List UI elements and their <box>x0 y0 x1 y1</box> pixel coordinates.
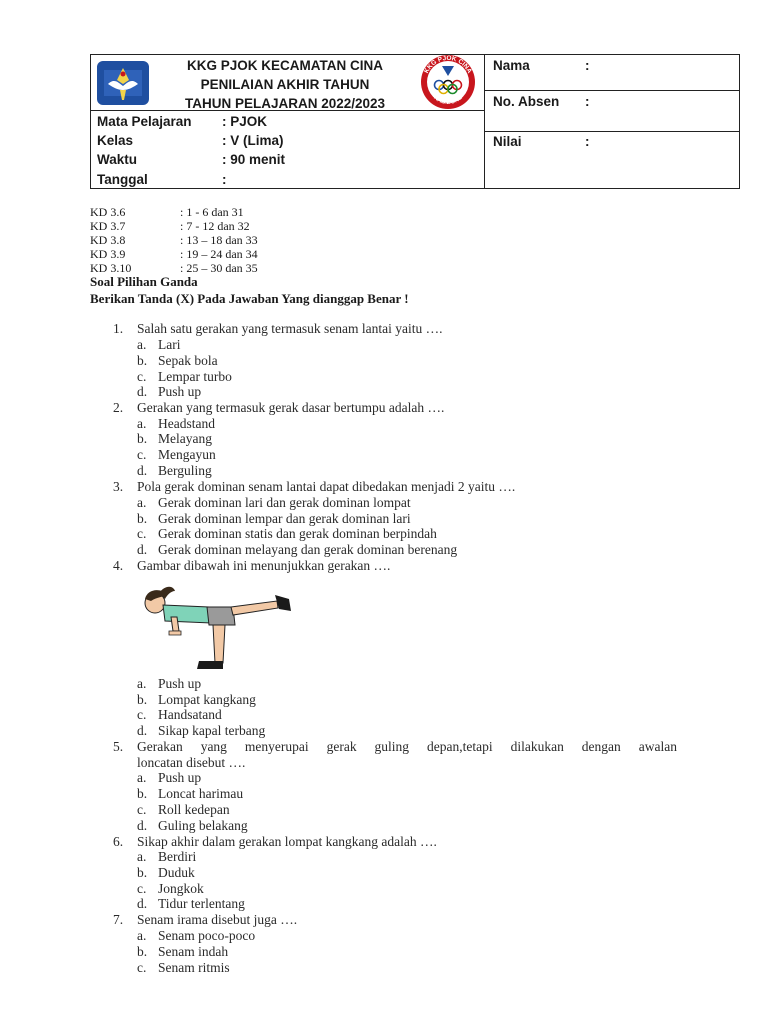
exam-title: PENILAIAN AKHIR TAHUN <box>200 77 370 92</box>
girl-plank-figure-icon <box>137 577 297 677</box>
kkg-pjok-logo-icon <box>418 54 478 110</box>
kd-row: KD 3.8 : 13 – 18 dan 33 <box>90 233 258 247</box>
name-field: : <box>585 58 590 73</box>
question-5-text: Gerakan yang menyerupai gerak guling depan,tetapi dilakukan dengan awalan <box>137 739 677 754</box>
header-right-box <box>485 54 740 189</box>
subject-label: Mata Pelajaran <box>97 114 192 129</box>
absen-label: No. Absen <box>493 94 560 109</box>
time-label: Waktu <box>97 152 137 167</box>
kd-row: KD 3.6 : 1 - 6 dan 31 <box>90 205 244 219</box>
class-value: : V (Lima) <box>222 133 284 148</box>
absen-field: : <box>585 94 590 109</box>
header-divider <box>485 90 740 91</box>
class-label: Kelas <box>97 133 134 148</box>
score-field: : <box>585 134 590 149</box>
kd-row: KD 3.10 : 25 – 30 dan 35 <box>90 261 258 275</box>
header-divider <box>485 131 740 132</box>
score-label: Nilai <box>493 134 522 149</box>
time-value: : 90 menit <box>222 152 286 167</box>
academic-year: TAHUN PELAJARAN 2022/2023 <box>184 96 386 111</box>
kd-row: KD 3.7 : 7 - 12 dan 32 <box>90 219 250 233</box>
school-title: KKG PJOK KECAMATAN CINA <box>186 58 383 73</box>
name-label: Nama <box>493 58 530 73</box>
svg-text:KAB.BONE: KAB.BONE <box>432 94 464 107</box>
date-value: : <box>222 172 227 187</box>
svg-text:KKG PJOK CINA: KKG PJOK CINA <box>423 54 473 75</box>
exam-page: KKG PJOK KECAMATAN CINA PENILAIAN AKHIR TAHUN TAHUN PELAJARAN 2022/2023 KKG PJOK CINA KAB.BONE Mata Pelajaran : PJOK Kelas : V (Lima) Waktu : 90 menit Tanggal : Nama : No. Absen : Nilai : KD 3.6 : 1 - 6 dan 31 KD 3.7 : 7 - 12 dan 32 KD 3.8 : 13 – 18 dan 33 KD 3.9 : 19 – 24 dan 34 KD 3.10 : 25 – 30 dan 35 Soal Pilihan Ganda Berikan Tanda (X) Pada Jawaban Yang dianggap Benar ! 1. Salah satu gerakan yang termasuk senam lantai yaitu …. a. Lari b. Sepak bola c. Lempar turbo d. Push up 2. Gerakan yang termasuk gerak dasar bertumpu adalah …. a. Headstand b. Melayang c. Mengayun d. Berguling 3. Pola gerak dominan senam lantai dapat dibedakan menjadi 2 yaitu …. a. Gerak dominan lari dan gerak dominan lompat b. Gerak dominan lempar dan gerak dominan lari c. Gerak dominan statis dan gerak dominan berpindah d. Gerak dominan melayang dan gerak dominan berenang 4. Gambar dibawah ini menunjukkan gerakan …. a. Push up b. Lompat kangkang c. Handsatand d. Sikap kapal terbang 5. Gerakan yang menyerupai gerak guling depan,tetapi dilakukan dengan awalan loncatan disebut …. a. Push up b. Loncat harimau c. Roll kedepan d. Guling belakang 6. Sikap akhir dalam gerakan lompat kangkang adalah …. a. Berdiri b. Duduk c. Jongkok d. Tidur terlentang 7. Senam irama disebut juga …. a. Senam poco-poco b. Senam indah c. Senam ritmis <box>0 0 768 1024</box>
date-label: Tanggal <box>97 172 148 187</box>
section-instruction: Berikan Tanda (X) Pada Jawaban Yang dianggap Benar ! <box>90 291 409 306</box>
kd-row: KD 3.9 : 19 – 24 dan 34 <box>90 247 258 261</box>
section-title: Soal Pilihan Ganda <box>90 274 198 289</box>
tut-wuri-handayani-icon <box>96 60 150 106</box>
subject-value: : PJOK <box>222 114 268 129</box>
question-5-text-line2: loncatan disebut …. <box>137 755 246 770</box>
